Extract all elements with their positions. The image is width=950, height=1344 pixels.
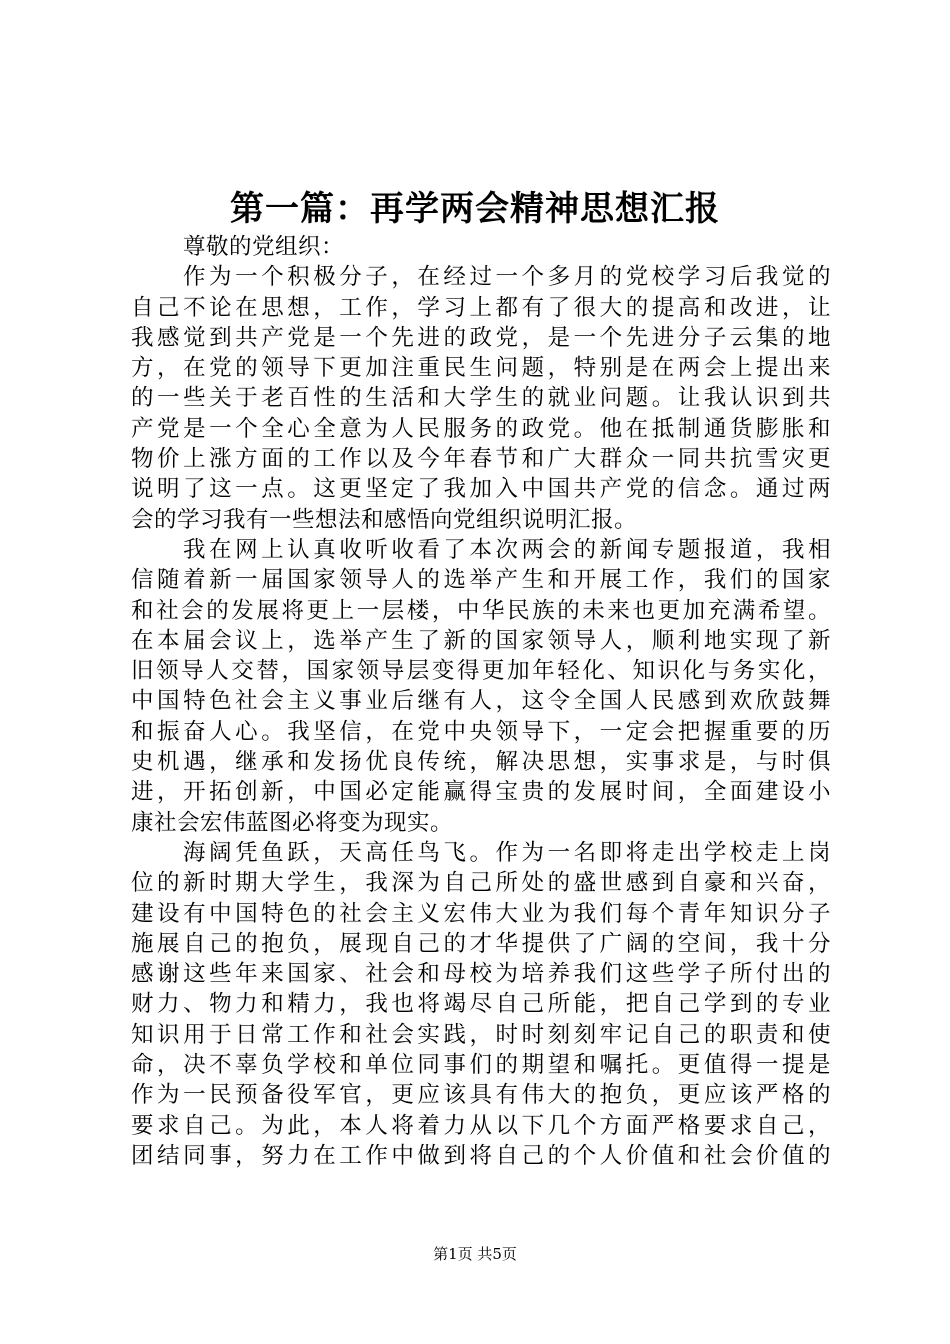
- page-footer: 第1页 共5页: [433, 1245, 517, 1263]
- greeting-line: 尊敬的党组织：: [183, 234, 345, 260]
- paragraph-line: 感谢这些年来国家、社会和母校为培养我们这些学子所付出的: [131, 961, 831, 988]
- paragraph-line: 位的新时期大学生，我深为自己所处的盛世感到自豪和兴奋，: [131, 870, 831, 897]
- paragraph-line: 作为一个积极分子，在经过一个多月的党校学习后我觉的: [183, 264, 831, 291]
- paragraph-line: 方，在党的领导下更加注重民生问题，特别是在两会上提出来: [131, 355, 831, 382]
- paragraph-line: 财力、物力和精力，我也将竭尽自己所能，把自己学到的专业: [131, 991, 831, 1018]
- paragraph-line: 施展自己的抱负，展现自己的才华提供了广阔的空间，我十分: [131, 930, 831, 957]
- paragraph-line: 知识用于日常工作和社会实践，时时刻刻牢记自己的职责和使: [131, 1021, 831, 1048]
- paragraph-line: 命，决不辜负学校和单位同事们的期望和嘱托。更值得一提是: [131, 1052, 831, 1079]
- paragraph-line: 我在网上认真收听收看了本次两会的新闻专题报道，我相: [183, 536, 831, 563]
- paragraph-line: 作为一民预备役军官，更应该具有伟大的抱负，更应该严格的: [131, 1082, 831, 1109]
- paragraph-line: 要求自己。为此，本人将着力从以下几个方面严格要求自己，: [131, 1112, 831, 1139]
- paragraph-line: 中国特色社会主义事业后继有人，这令全国人民感到欢欣鼓舞: [131, 688, 831, 715]
- paragraph-line: 旧领导人交替，国家领导层变得更加年轻化、知识化与务实化，: [131, 658, 831, 685]
- paragraph-line: 和社会的发展将更上一层楼，中华民族的未来也更加充满希望。: [131, 597, 831, 624]
- paragraph-line: 物价上涨方面的工作以及今年春节和广大群众一同共抗雪灾更: [131, 446, 831, 473]
- paragraph-line: 海阔凭鱼跃，天高任鸟飞。作为一名即将走出学校走上岗: [183, 839, 831, 866]
- paragraph-line: 康社会宏伟蓝图必将变为现实。: [131, 809, 454, 836]
- paragraph-line: 说明了这一点。这更坚定了我加入中国共产党的信念。通过两: [131, 476, 831, 503]
- paragraph-line: 产党是一个全心全意为人民服务的政党。他在抵制通货膨胀和: [131, 415, 831, 442]
- paragraph-line: 史机遇，继承和发扬优良传统，解决思想，实事求是，与时俱: [131, 749, 831, 776]
- paragraph-line: 团结同事，努力在工作中做到将自己的个人价值和社会价值的: [131, 1142, 831, 1169]
- paragraph-line: 自己不论在思想，工作，学习上都有了很大的提高和改进，让: [131, 294, 831, 321]
- document-title: 第一篇：再学两会精神思想汇报: [230, 189, 720, 229]
- document-body: [131, 232, 831, 1171]
- paragraph-line: 和振奋人心。我坚信，在党中央领导下，一定会把握重要的历: [131, 718, 831, 745]
- paragraph-line: 的一些关于老百性的生活和大学生的就业问题。让我认识到共: [131, 385, 831, 412]
- paragraph-line: 我感觉到共产党是一个先进的政党，是一个先进分子云集的地: [131, 324, 831, 351]
- paragraph-line: 信随着新一届国家领导人的选举产生和开展工作，我们的国家: [131, 567, 831, 594]
- paragraph-line: 会的学习我有一些想法和感悟向党组织说明汇报。: [131, 506, 638, 533]
- paragraph-line: 进，开拓创新，中国必定能赢得宝贵的发展时间，全面建设小: [131, 779, 831, 806]
- paragraph-line: 在本届会议上，选举产生了新的国家领导人，顺利地实现了新: [131, 627, 831, 654]
- paragraph-line: 建设有中国特色的社会主义宏伟大业为我们每个青年知识分子: [131, 900, 831, 927]
